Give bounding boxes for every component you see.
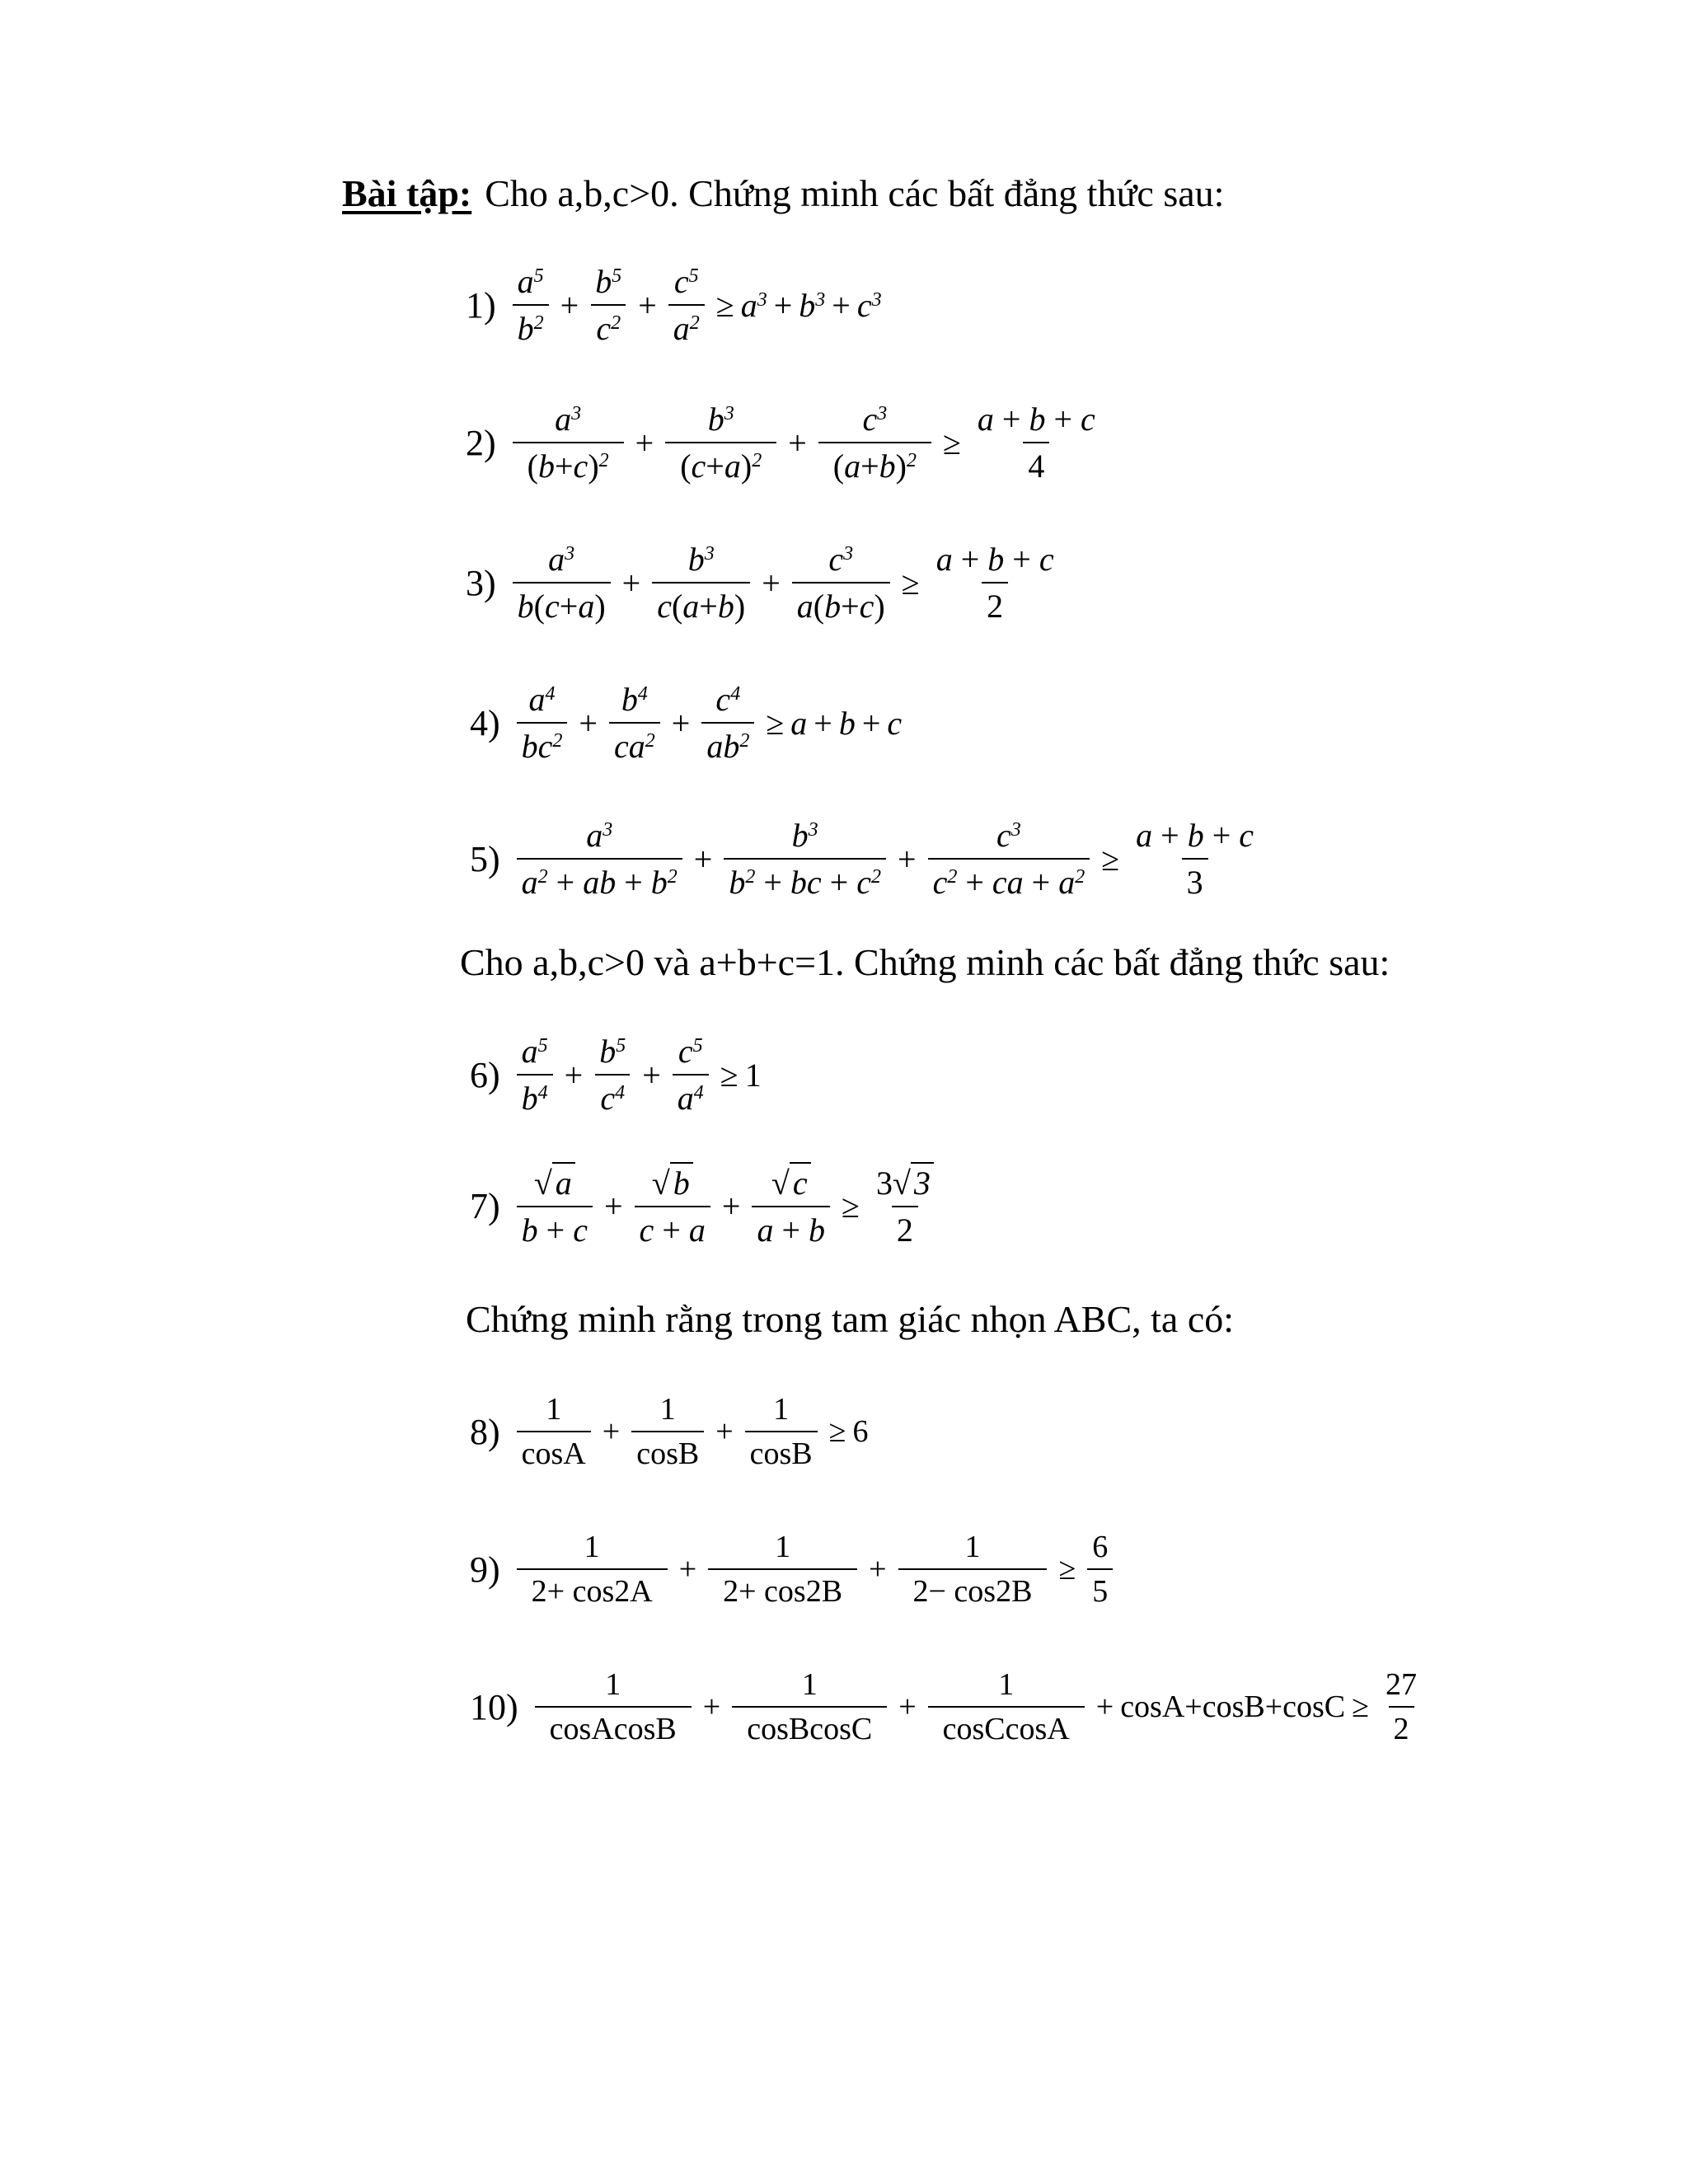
fraction: $\frac{b^5}{c^4}$ <box>594 1032 631 1118</box>
fraction: $\frac{b^3}{b^2 + bc + c^2}$ <box>724 816 886 902</box>
fraction: $\frac{1}{\cos B}$ <box>745 1391 818 1472</box>
problem-10: 10) $\frac{1}{\text{cosAcosB}}$ + $\frac{1}{\text{cosBcosC}}$ + $\frac{1}{\text{cosCcosA}}$ + cosA+cosB+cosC ≥ $\frac{27}{2}$ <box>470 1666 1427 1747</box>
fraction: $\frac{1}{\text{cosAcosB}}$ <box>535 1666 692 1747</box>
fraction: $\frac{a^3}{b(c+a)}$ <box>513 540 611 626</box>
problem-3: 3) $\frac{a^3}{b(c+a)}$ + $\frac{b^3}{c(a+b)}$ + $\frac{c^3}{a(b+c)}$ ≥ $\frac{a + b + c}{2}$ <box>466 540 1064 626</box>
fraction: $\frac{6}{5}$ <box>1087 1529 1113 1610</box>
fraction: $\frac{1}{2+ \cos 2A}$ <box>517 1529 668 1610</box>
fraction: $\frac{27}{2}$ <box>1386 1667 1418 1746</box>
problem-7: 7) √ a b + c + √ b c + a + √ c a + b ≥ 3√ 3 2 <box>470 1162 944 1249</box>
problem-number: 6) <box>470 1054 500 1095</box>
fraction: $\frac{1}{\cos A}$ <box>517 1391 591 1472</box>
fraction: $\frac{1}{\cos B}$ <box>631 1391 704 1472</box>
fraction: $\frac{b^3}{(c+a)^2}$ <box>665 400 776 485</box>
problem-number: 7) <box>470 1185 500 1226</box>
fraction: √ c a + b <box>752 1162 830 1249</box>
problem-4: 4) $\frac{a^4}{bc^2}$ + $\frac{b^4}{ca^2}$ + $\frac{c^4}{ab^2}$ ≥ a + b + c <box>470 681 903 765</box>
problem-1: 1) $\frac{a^5}{b^2}$ + $\frac{b^5}{c^2}$ + $\frac{c^5}{a^2}$ ≥ $a^3$ + $b^3$ + $c^3$ <box>466 263 882 347</box>
fraction: $\frac{a + b + c}{3}$ <box>1136 817 1254 901</box>
problem-9: 9) $\frac{1}{2+ \cos 2A}$ + $\frac{1}{2+ \cos 2B}$ + $\frac{1}{2- \cos 2B}$ ≥ $\frac{6}{5}$ <box>470 1529 1118 1610</box>
fraction: $\frac{1}{2- \cos 2B}$ <box>898 1529 1048 1610</box>
exercise-label: Bài tập: <box>342 172 472 214</box>
section-2-instruction: Cho a,b,c>0 và a+b+c=1. Chứng minh các bất đẳng thức sau: <box>460 941 1390 983</box>
fraction: $\frac{c^3}{c^2 + ca + a^2}$ <box>928 816 1090 902</box>
fraction: 3√ 3 2 <box>871 1162 939 1249</box>
problem-8: 8) $\frac{1}{\cos A}$ + $\frac{1}{\cos B}$ + $\frac{1}{\cos B}$ ≥ 6 <box>470 1392 869 1471</box>
problem-number: 4) <box>470 702 500 743</box>
problem-2: 2) $\frac{a^3}{(b+c)^2}$ + $\frac{b^3}{(c+a)^2}$ + $\frac{c^3}{(a+b)^2}$ ≥ $\frac{a + b + c}{4}$ <box>466 400 1105 485</box>
exercise-instruction: Cho a,b,c>0. Chứng minh các bất đẳng thức sau: <box>485 172 1225 214</box>
fraction: $\frac{a^3}{a^2 + ab + b^2}$ <box>517 816 682 902</box>
exercise-heading <box>342 172 1225 214</box>
problem-5: 5) $\frac{a^3}{a^2 + ab + b^2}$ + $\frac{b^3}{b^2 + bc + c^2}$ + $\frac{c^3}{c^2 + ca + a^2}$ ≥ $\frac{a + b + c}{3}$ <box>470 816 1264 902</box>
fraction: $\frac{a + b + c}{2}$ <box>935 541 1054 625</box>
problem-6: 6) $\frac{a^5}{b^4}$ + $\frac{b^5}{c^4}$ + $\frac{c^5}{a^4}$ ≥ 1 <box>470 1033 762 1117</box>
fraction: $\frac{1}{\text{cosBcosC}}$ <box>732 1666 887 1747</box>
fraction: $\frac{c^3}{(a+b)^2}$ <box>818 400 931 485</box>
problem-number: 10) <box>470 1686 518 1727</box>
fraction: $\frac{c^5}{a^4}$ <box>673 1032 709 1118</box>
problem-number: 2) <box>466 422 496 463</box>
fraction: $\frac{b^4}{ca^2}$ <box>609 680 660 766</box>
problem-number: 1) <box>466 284 496 326</box>
fraction: $\frac{a^4}{bc^2}$ <box>517 680 568 766</box>
fraction: √ a b + c <box>517 1162 593 1249</box>
fraction: $\frac{a^3}{(b+c)^2}$ <box>513 400 624 485</box>
fraction: $\frac{c^5}{a^2}$ <box>668 262 705 348</box>
fraction: $\frac{b^5}{c^2}$ <box>590 262 626 348</box>
fraction: $\frac{c^4}{ab^2}$ <box>701 680 754 766</box>
fraction: $\frac{1}{2+ \cos 2B}$ <box>708 1529 857 1610</box>
problem-number: 3) <box>466 562 496 603</box>
fraction: $\frac{a^5}{b^4}$ <box>517 1032 553 1118</box>
problem-number: 8) <box>470 1411 500 1452</box>
fraction: $\frac{a + b + c}{4}$ <box>977 401 1095 485</box>
fraction: √ b c + a <box>635 1162 710 1249</box>
fraction: $\frac{b^3}{c(a+b)}$ <box>652 540 750 626</box>
fraction: $\frac{1}{\text{cosCcosA}}$ <box>928 1666 1085 1747</box>
problem-number: 9) <box>470 1549 500 1590</box>
problem-number: 5) <box>470 838 500 879</box>
fraction: $\frac{a^5}{b^2}$ <box>513 262 549 348</box>
section-3-instruction: Chứng minh rằng trong tam giác nhọn ABC, ta có: <box>466 1298 1235 1340</box>
fraction: $\frac{c^3}{a(b+c)}$ <box>792 540 890 626</box>
